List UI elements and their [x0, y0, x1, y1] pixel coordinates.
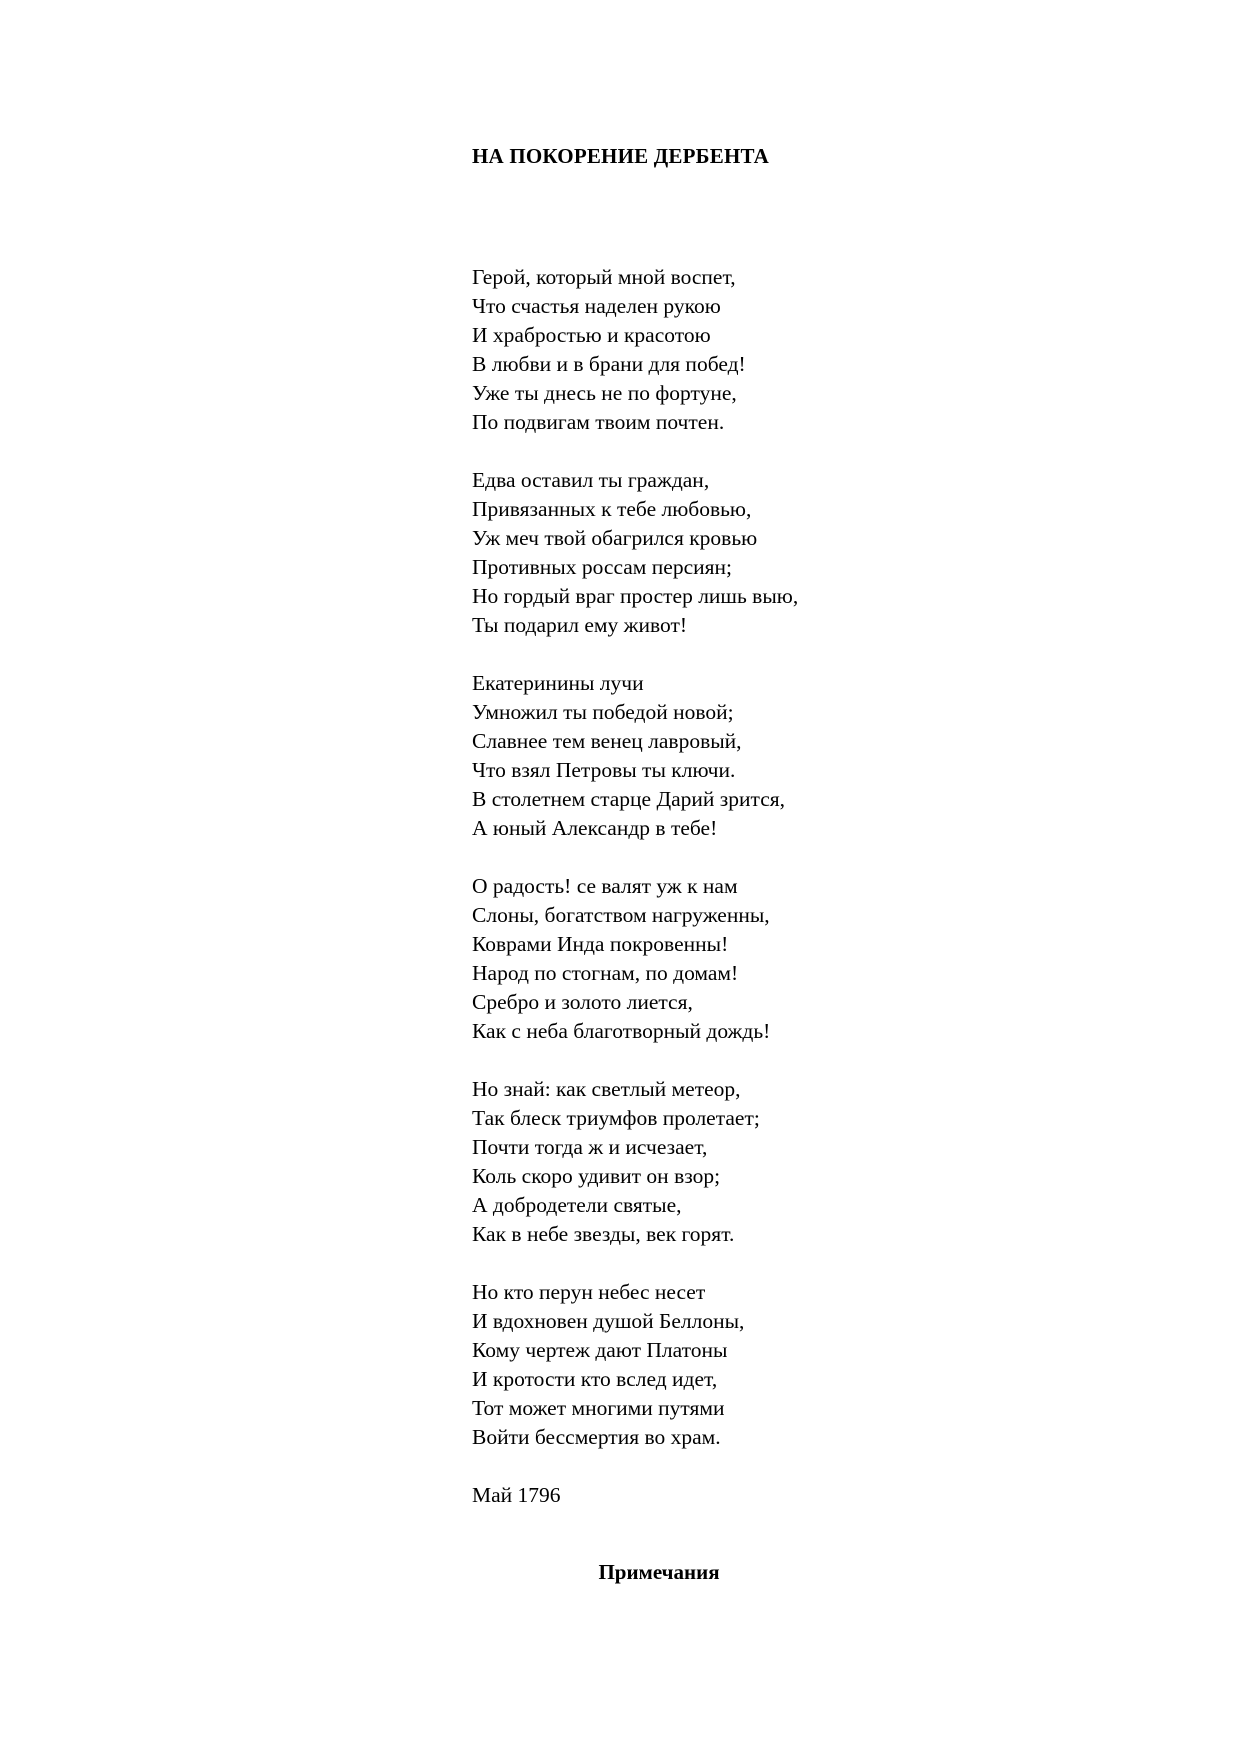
stanza	[472, 669, 1072, 843]
poem-line: Уже ты днесь не по фортуне,	[472, 381, 737, 405]
poem-line: Кому чертеж дают Платоны	[472, 1338, 728, 1362]
poem-line: Противных россам персиян;	[472, 555, 732, 579]
stanza	[472, 263, 1072, 437]
poem-line: А добродетели святые,	[472, 1193, 682, 1217]
poem-body	[472, 263, 1072, 1510]
poem-line: Сребро и золото лиется,	[472, 990, 693, 1014]
poem-line: И кротости кто вслед идет,	[472, 1367, 718, 1391]
poem-line: Почти тогда ж и исчезает,	[472, 1135, 708, 1159]
poem-line: Слоны, богатством нагруженны,	[472, 903, 770, 927]
stanza	[472, 1075, 1072, 1249]
poem-line: Герой, который мной воспет,	[472, 265, 736, 289]
poem-line: И храбростью и красотою	[472, 323, 711, 347]
poem-line: Умножил ты победой новой;	[472, 700, 734, 724]
poem-line: Так блеск триумфов пролетает;	[472, 1106, 760, 1130]
poem-line: В любви и в брани для побед!	[472, 352, 746, 376]
notes-heading: Примечания	[598, 1560, 720, 1584]
poem-line: Как в небе звезды, век горят.	[472, 1222, 735, 1246]
poem-line: Коврами Инда покровенны!	[472, 932, 729, 956]
poem-date: Май 1796	[472, 1483, 561, 1507]
poem-line: Привязанных к тебе любовью,	[472, 497, 752, 521]
poem-line: Уж меч твой обагрился кровью	[472, 526, 758, 550]
poem-line: И вдохновен душой Беллоны,	[472, 1309, 745, 1333]
stanza	[472, 872, 1072, 1046]
poem-line: Тот может многими путями	[472, 1396, 725, 1420]
poem-line: По подвигам твоим почтен.	[472, 410, 725, 434]
poem-line: Славнее тем венец лавровый,	[472, 729, 742, 753]
poem-line: Едва оставил ты граждан,	[472, 468, 710, 492]
poem-line: Что взял Петровы ты ключи.	[472, 758, 736, 782]
poem-line: О радость! се валят уж к нам	[472, 874, 738, 898]
poem-line: Но гордый враг простер лишь выю,	[472, 584, 799, 608]
poem-line: Но знай: как светлый метеор,	[472, 1077, 741, 1101]
poem-line: В столетнем старце Дарий зрится,	[472, 787, 786, 811]
poem-line: Коль скоро удивит он взор;	[472, 1164, 721, 1188]
poem-line: А юный Александр в тебе!	[472, 816, 718, 840]
poem-line: Екатеринины лучи	[472, 671, 644, 695]
poem-line: Но кто перун небес несет	[472, 1280, 706, 1304]
stanza	[472, 1278, 1072, 1452]
poem-line: Ты подарил ему живот!	[472, 613, 688, 637]
poem-line: Как с неба благотворный дождь!	[472, 1019, 771, 1043]
stanza	[472, 466, 1072, 640]
poem-line: Войти бессмертия во храм.	[472, 1425, 721, 1449]
poem-line: Народ по стогнам, по домам!	[472, 961, 739, 985]
page-title: НА ПОКОРЕНИЕ ДЕРБЕНТА	[471, 144, 770, 168]
poem-line: Что счастья наделен рукою	[472, 294, 721, 318]
